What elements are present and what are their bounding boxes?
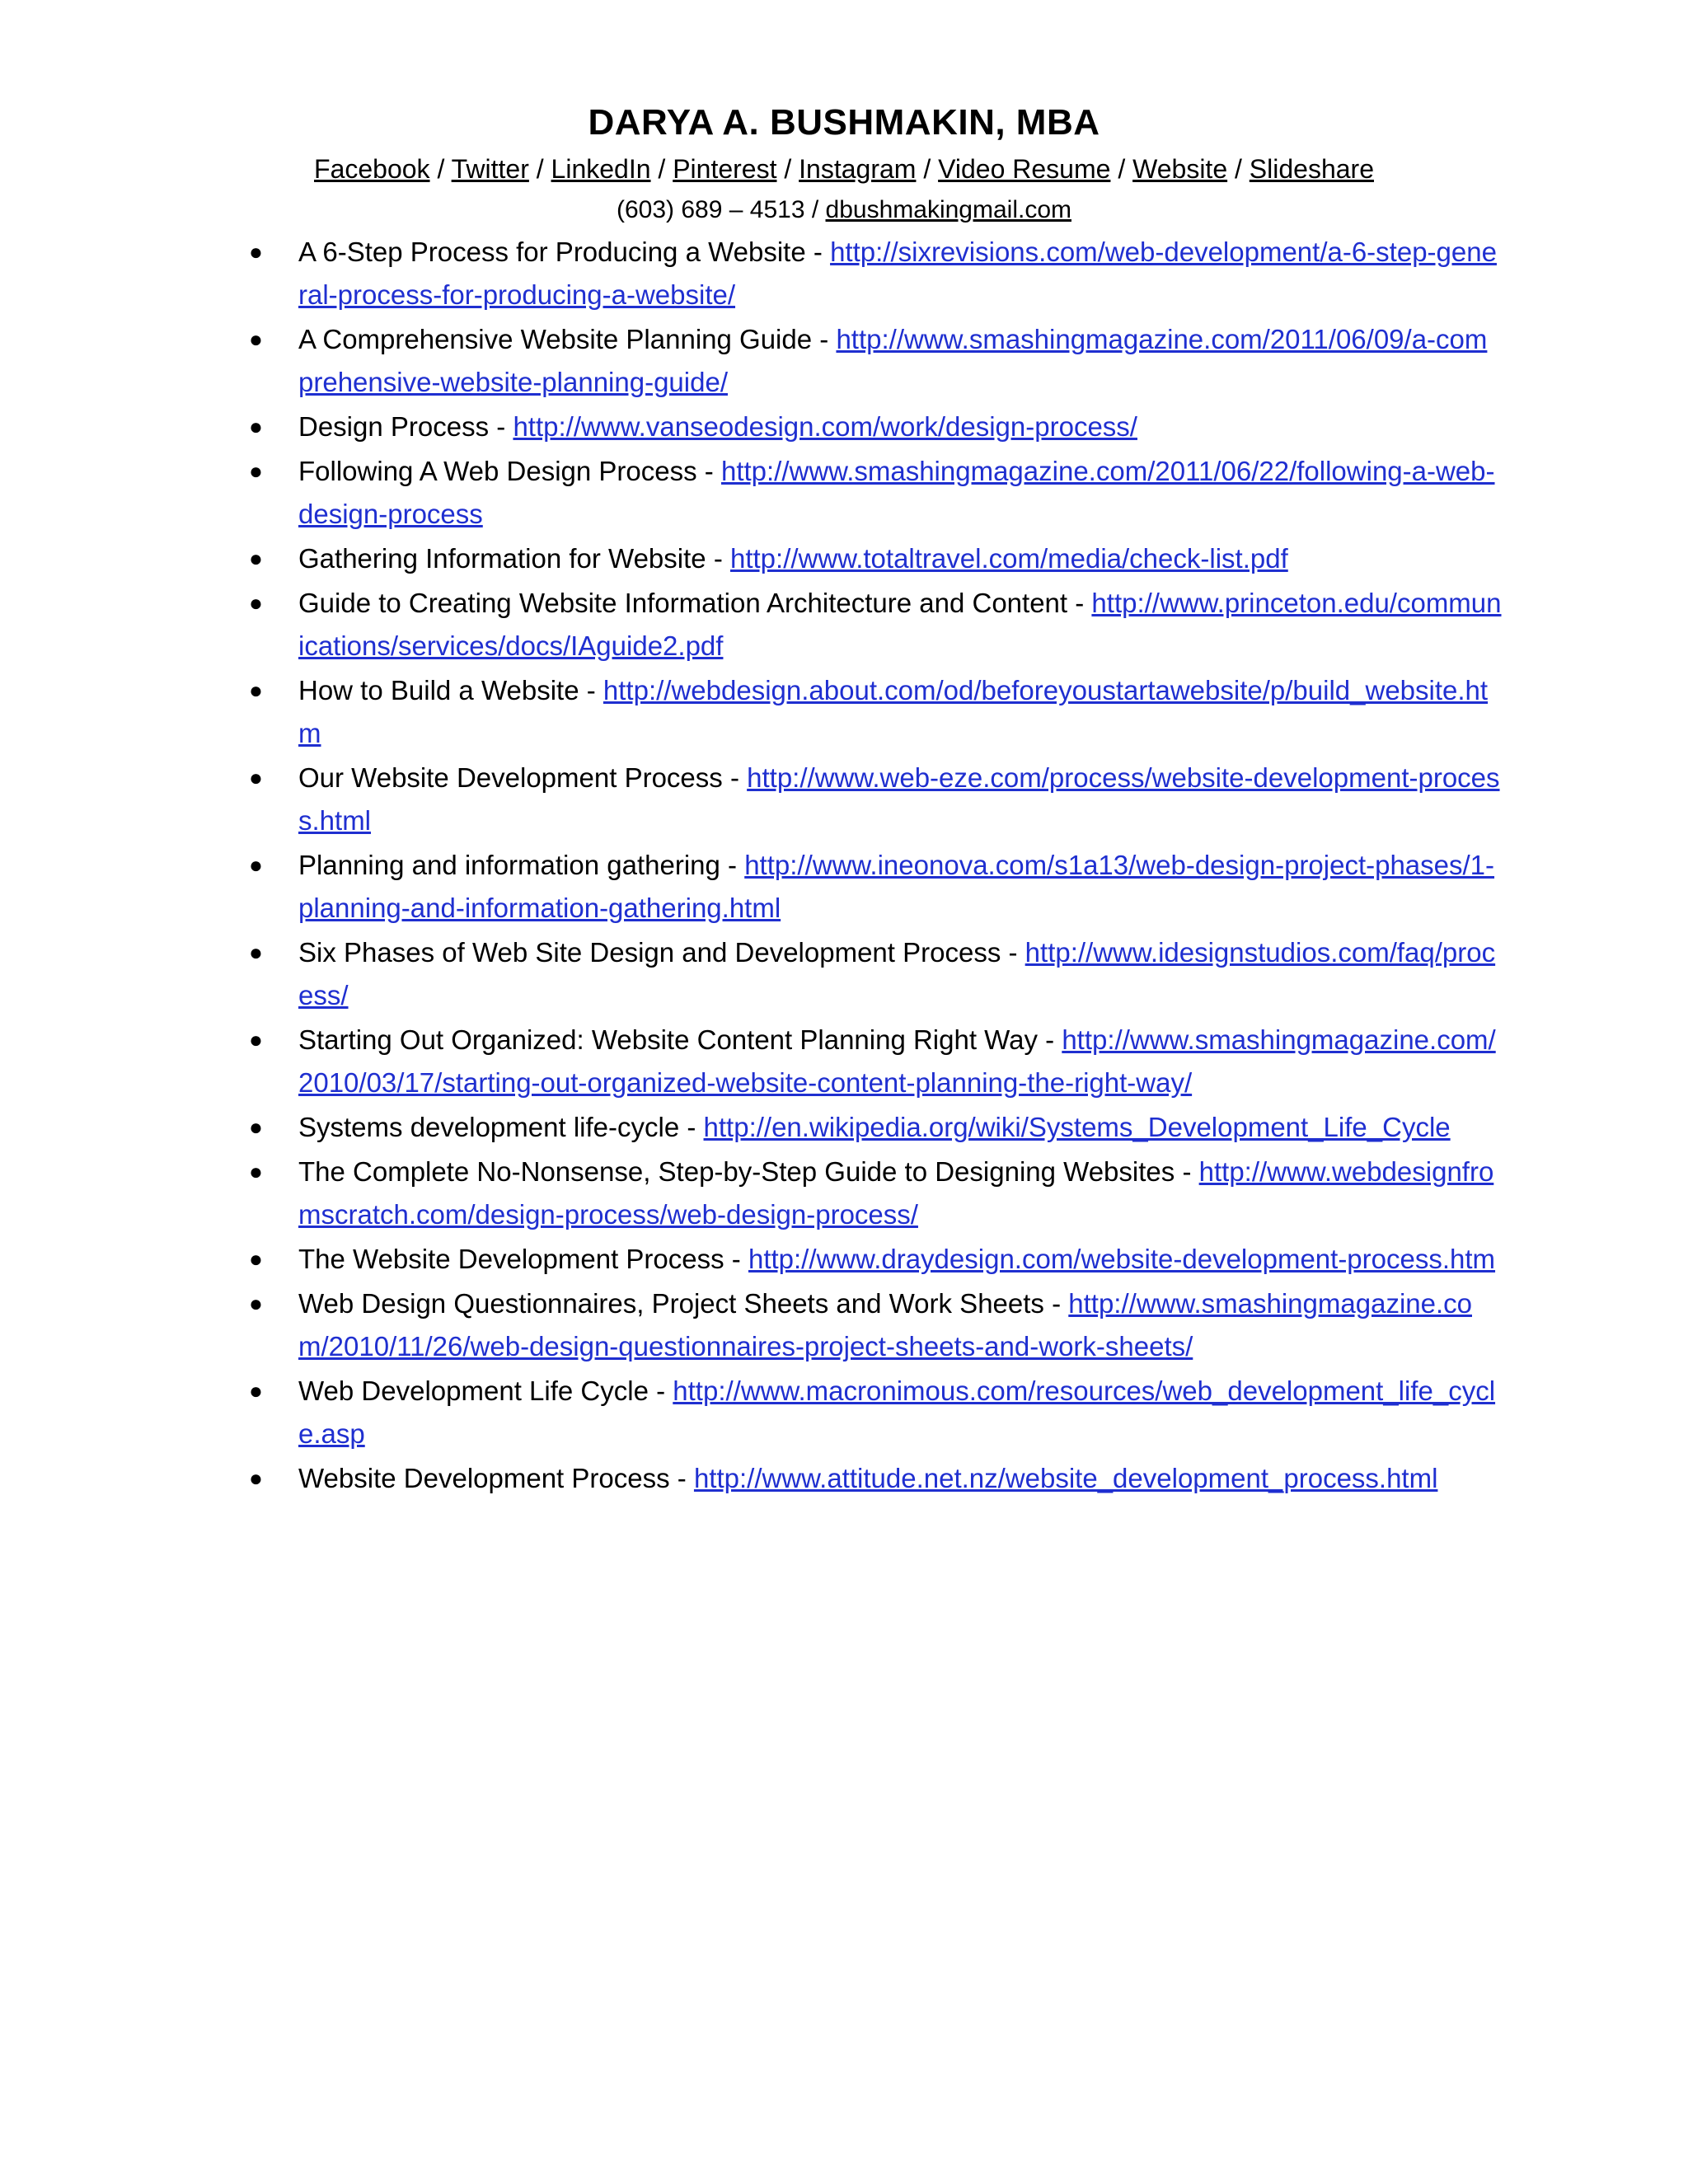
list-item [249, 231, 1502, 316]
bullet-icon: ● [249, 414, 263, 439]
list-item [249, 1370, 1502, 1455]
title-dash: - [1008, 937, 1018, 968]
resource-url-link[interactable]: http://sixrevisions.com/web-development/a-6-step-general-process-for-producing-a-website/ [298, 237, 1497, 310]
resource-url-link[interactable]: http://www.web-eze.com/process/website-development-process.html [298, 762, 1500, 836]
phone-number: (603) 689 – 4513 [616, 196, 805, 223]
list-item [249, 669, 1502, 755]
separator: / [437, 154, 445, 184]
title-dash: - [1045, 1024, 1055, 1055]
resource-url-link[interactable]: http://www.webdesignfromscratch.com/design-process/web-design-process/ [298, 1156, 1494, 1230]
title-dash: - [704, 456, 714, 486]
list-item [249, 931, 1502, 1017]
title-dash: - [731, 1244, 741, 1274]
resource-title: How to Build a Website [298, 675, 579, 705]
list-item [249, 450, 1502, 536]
bullet-icon: ● [249, 940, 263, 965]
resource-url-link[interactable]: http://www.princeton.edu/communications/services/docs/IAguide2.pdf [298, 588, 1502, 661]
resource-title: Design Process [298, 411, 490, 442]
resource-title: Following A Web Design Process [298, 456, 697, 486]
bullet-icon: ● [249, 326, 263, 352]
resource-url-link[interactable]: http://www.attitude.net.nz/website_development_process.html [693, 1463, 1438, 1493]
resource-title: Planning and information gathering [298, 850, 720, 880]
person-name: DARYA A. BUSHMAKIN, MBA [588, 102, 1100, 143]
title-dash: - [813, 237, 823, 267]
list-item [249, 757, 1502, 842]
resource-title: Gathering Information for Website [298, 543, 706, 574]
resource-url-link[interactable]: http://www.macronimous.com/resources/web_development_life_cycle.asp [298, 1376, 1496, 1449]
slideshare-link[interactable]: Slideshare [1249, 154, 1374, 184]
bullet-icon: ● [249, 1465, 263, 1491]
separator: / [1235, 154, 1242, 184]
bullet-icon: ● [249, 1027, 263, 1052]
separator: / [536, 154, 544, 184]
title-dash: - [728, 850, 738, 880]
resource-title: Guide to Creating Website Information Architecture and Content [298, 588, 1068, 618]
resource-title: Website Development Process [298, 1463, 670, 1493]
title-dash: - [586, 675, 596, 705]
bullet-icon: ● [249, 1378, 263, 1404]
list-item [249, 1106, 1502, 1149]
title-dash: - [1182, 1156, 1192, 1187]
twitter-link[interactable]: Twitter [451, 154, 529, 184]
video-resume-link[interactable]: Video Resume [938, 154, 1111, 184]
title-dash: - [496, 411, 506, 442]
title-dash: - [713, 543, 723, 574]
separator: / [658, 154, 666, 184]
resource-title: The Complete No-Nonsense, Step-by-Step Guide to Designing Websites [298, 1156, 1175, 1187]
list-item [249, 1019, 1502, 1104]
resource-url-link[interactable]: http://en.wikipedia.org/wiki/Systems_Development_Life_Cycle [703, 1112, 1451, 1142]
title-dash: - [677, 1463, 687, 1493]
list-item [249, 1282, 1502, 1368]
resource-url-link[interactable]: http://www.draydesign.com/website-development-process.htm [748, 1244, 1496, 1274]
list-item [249, 537, 1502, 580]
bullet-icon: ● [249, 1246, 263, 1272]
resource-url-link[interactable]: http://www.ineonova.com/s1a13/web-design-project-phases/1-planning-and-information-gathering.html [298, 850, 1495, 923]
resource-url-link[interactable]: http://www.smashingmagazine.com/2011/06/09/a-comprehensive-website-planning-guide/ [298, 324, 1488, 397]
contact-line [0, 190, 1688, 231]
resource-title: Web Development Life Cycle [298, 1376, 649, 1406]
resource-title: Six Phases of Web Site Design and Development Process [298, 937, 1001, 968]
resource-url-link[interactable]: http://www.smashingmagazine.com/2011/06/22/following-a-web-design-process [298, 456, 1495, 529]
title-dash: - [1075, 588, 1085, 618]
separator: / [811, 196, 819, 223]
resource-title: A Comprehensive Website Planning Guide [298, 324, 813, 354]
title-dash: - [687, 1112, 696, 1142]
resource-title: Our Website Development Process [298, 762, 723, 793]
resource-title: Starting Out Organized: Website Content Planning Right Way [298, 1024, 1038, 1055]
list-item [249, 1457, 1502, 1500]
linkedin-link[interactable]: LinkedIn [551, 154, 651, 184]
bullet-icon: ● [249, 546, 263, 571]
social-links [0, 148, 1688, 190]
instagram-link[interactable]: Instagram [799, 154, 917, 184]
resume-header [0, 97, 1688, 231]
list-item [249, 1151, 1502, 1236]
list-item [249, 405, 1502, 448]
title-dash: - [819, 324, 829, 354]
resource-title: Systems development life-cycle [298, 1112, 680, 1142]
separator: / [1118, 154, 1126, 184]
bullet-icon: ● [249, 852, 263, 878]
list-item [249, 582, 1502, 668]
bullet-icon: ● [249, 677, 263, 703]
resource-title: A 6-Step Process for Producing a Website [298, 237, 806, 267]
bullet-icon: ● [249, 765, 263, 790]
bullet-icon: ● [249, 590, 263, 616]
title-dash: - [656, 1376, 666, 1406]
website-link[interactable]: Website [1132, 154, 1228, 184]
bullet-icon: ● [249, 1114, 263, 1140]
resource-url-link[interactable]: http://www.smashingmagazine.com/2010/11/26/web-design-questionnaires-project-sheets-and-work-sheets/ [298, 1288, 1472, 1361]
bullet-icon: ● [249, 1291, 263, 1316]
resource-url-link[interactable]: http://www.totaltravel.com/media/check-list.pdf [729, 543, 1288, 574]
list-item [249, 318, 1502, 404]
bullet-icon: ● [249, 1159, 263, 1184]
list-item [249, 1238, 1502, 1281]
resource-url-link[interactable]: http://www.vanseodesign.com/work/design-process/ [513, 411, 1137, 442]
title-dash: - [1052, 1288, 1062, 1319]
resource-url-link[interactable]: http://www.idesignstudios.com/faq/process/ [298, 937, 1496, 1010]
email-link[interactable]: dbushmakingmail.com [825, 196, 1071, 223]
bullet-icon: ● [249, 458, 263, 484]
pinterest-link[interactable]: Pinterest [673, 154, 777, 184]
separator: / [923, 154, 931, 184]
title-dash: - [729, 762, 739, 793]
resource-title: The Website Development Process [298, 1244, 724, 1274]
list-item [249, 844, 1502, 930]
bullet-icon: ● [249, 239, 263, 265]
resource-url-link[interactable]: http://webdesign.about.com/od/beforeyoustartawebsite/p/build_website.htm [298, 675, 1489, 748]
separator: / [784, 154, 792, 184]
resource-title: Web Design Questionnaires, Project Sheets and Work Sheets [298, 1288, 1044, 1319]
resource-url-link[interactable]: http://www.smashingmagazine.com/2010/03/17/starting-out-organized-website-content-planning-the-right-way/ [298, 1024, 1496, 1098]
resource-list [249, 231, 1502, 1502]
facebook-link[interactable]: Facebook [314, 154, 430, 184]
